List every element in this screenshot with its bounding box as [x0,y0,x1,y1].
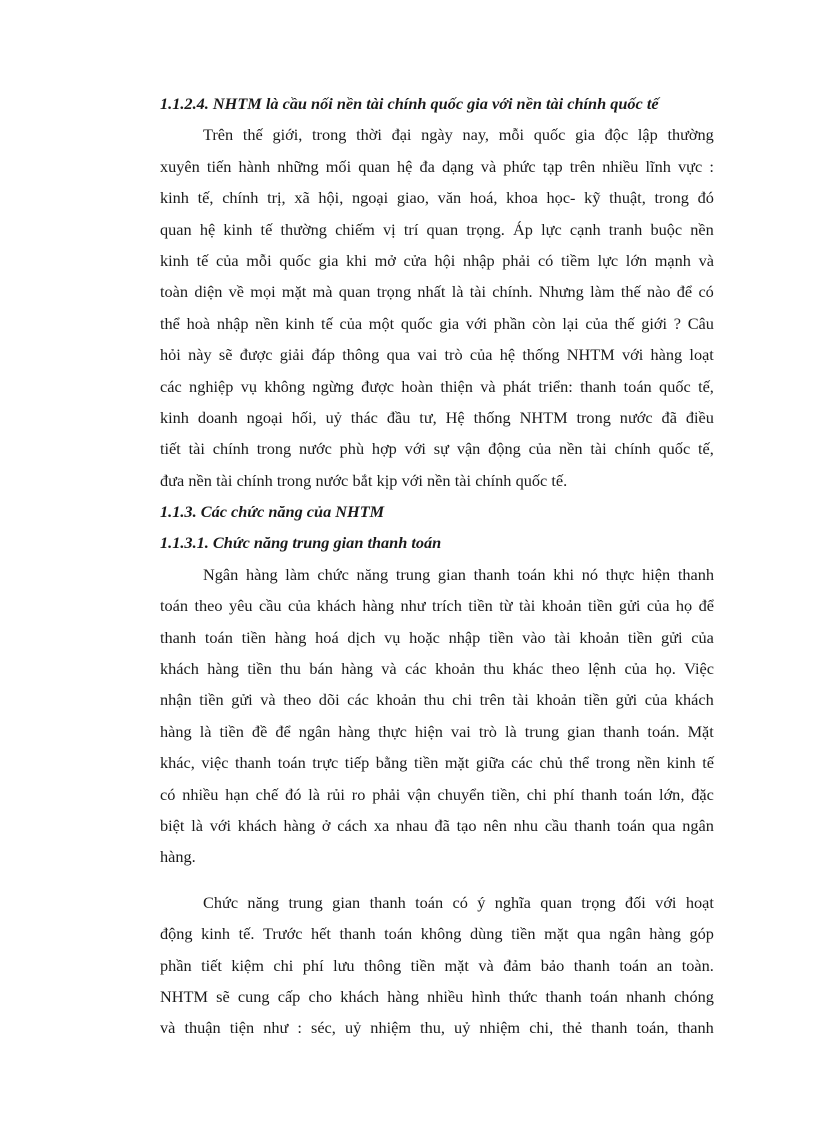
paragraph [160,119,714,496]
text-line: Trên thế giới, trong thời đại ngày nay, mỗi quốc gia độc lập thường [203,125,714,145]
text-line: kinh doanh ngoại hối, uỷ thác đầu tư, Hệ thống NHTM trong nước đã điều [160,407,714,427]
text-line: biệt là với khách hàng ở cách xa nhau đã tạo nên nhu cầu thanh toán qua ngân [160,815,714,835]
text-line: NHTM sẽ cung cấp cho khách hàng nhiều hình thức thanh toán nhanh chóng [160,986,714,1006]
paragraph-spacer [160,873,714,887]
document-page [160,88,714,1044]
text-line: hàng là tiền đề để ngân hàng thực hiện vai trò là trung gian thanh toán. Mặt [160,721,714,741]
text-line: tiết tài chính trong nước phù hợp với sự vận động của nền tài chính quốc tế, [160,439,714,459]
section-heading: 1.1.3. Các chức năng của NHTM [160,502,385,522]
text-line: kinh tế, chính trị, xã hội, ngoại giao, văn hoá, khoa học- kỹ thuật, trong đó [160,188,714,208]
text-line: thanh toán tiền hàng hoá dịch vụ hoặc nhập tiền vào tài khoản tiền gửi của [160,627,714,647]
section-heading: 1.1.3.1. Chức năng trung gian thanh toán [160,533,442,553]
text-line: Chức năng trung gian thanh toán có ý nghĩa quan trọng đối với hoạt [203,892,714,912]
text-line: nhận tiền gửi và theo dõi các khoản thu chi trên tài khoản tiền gửi của khách [160,690,714,710]
text-line: quan hệ kinh tế thường chiếm vị trí quan trọng. Áp lực cạnh tranh buộc nền [160,219,714,239]
text-line: và thuận tiện như : séc, uỷ nhiệm thu, uỷ nhiệm chi, thẻ thanh toán, thanh [160,1018,714,1038]
paragraph [160,559,714,873]
text-line: khách hàng tiền thu bán hàng và các khoản thu khác theo lệnh của họ. Việc [160,659,714,679]
text-line: hỏi này sẽ được giải đáp thông qua vai trò của hệ thống NHTM với hàng loạt [160,345,714,365]
text-line: động kinh tế. Trước hết thanh toán không dùng tiền mặt qua ngân hàng góp [160,924,714,944]
text-line: toàn diện về mọi mặt mà quan trọng nhất là tài chính. Nhưng làm thế nào để có [160,282,714,302]
paragraph [160,887,714,1044]
text-line: khác, việc thanh toán trực tiếp bằng tiền mặt giữa các chủ thể trong nền kinh tế [160,753,714,773]
text-line: có nhiều hạn chế đó là rủi ro phải vận chuyển tiền, chi phí thanh toán lớn, đặc [160,784,714,804]
text-line: Ngân hàng làm chức năng trung gian thanh toán khi nó thực hiện thanh [203,564,714,584]
text-line: đưa nền tài chính trong nước bắt kịp với nền tài chính quốc tế. [160,470,568,490]
text-line: thể hoà nhập nền kinh tế của một quốc gia với phần còn lại của thế giới ? Câu [160,313,714,333]
text-line: xuyên tiến hành những mối quan hệ đa dạng và phức tạp trên nhiều lĩnh vực : [160,156,714,176]
text-line: phần tiết kiệm chi phí lưu thông tiền mặt và đảm bảo thanh toán an toàn. [160,955,714,975]
text-line: các nghiệp vụ không ngừng được hoàn thiện và phát triển: thanh toán quốc tế, [160,376,714,396]
text-line: hàng. [160,847,196,867]
section-heading: 1.1.2.4. NHTM là cầu nối nền tài chính quốc gia với nền tài chính quốc tế [160,94,659,113]
text-line: kinh tế của mỗi quốc gia khi mở cửa hội nhập phải có tiềm lực lớn mạnh và [160,250,714,270]
text-line: toán theo yêu cầu của khách hàng như trích tiền từ tài khoản tiền gửi của họ để [160,596,714,616]
